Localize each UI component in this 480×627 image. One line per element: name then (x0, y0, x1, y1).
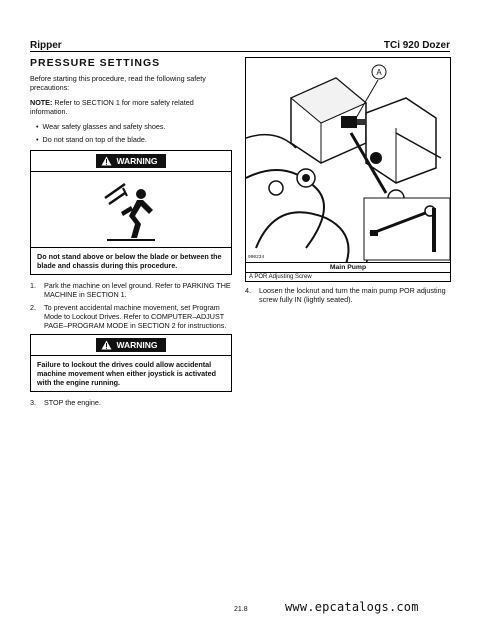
step-number: 4. (245, 286, 251, 295)
warning-header (31, 335, 231, 355)
figure-caption-row: A POR Adjusting Screw (245, 273, 451, 282)
step-text: To prevent accidental machine movement, set Program Mode to Lockout Drives. Refer to COMPUTER–ADJUST PAGE–PROGRAM MODE in SECTION 2 for instructions. (44, 303, 227, 330)
step-number: 1. (30, 281, 36, 290)
watermark: www.epcatalogs.com (285, 600, 419, 614)
step-text: Loosen the locknut and turn the main pump POR adjusting screw fully IN (lightly seated). (259, 286, 446, 304)
step-number: 3. (30, 398, 36, 407)
warning-text: Do not stand above or below the blade or between the blade and chassis during this procedure. (37, 252, 222, 270)
note-paragraph (30, 98, 232, 116)
section-title: PRESSURE SETTINGS (30, 57, 161, 69)
warning-header (31, 151, 231, 171)
main-pump-illustration (245, 57, 451, 263)
note-label: NOTE: (30, 98, 53, 107)
step-number: 2. (30, 303, 36, 312)
safety-bullets (36, 122, 232, 144)
figure-code: 900234 (248, 255, 265, 260)
figure-caption-title: Main Pump (245, 263, 451, 273)
warning-text: Failure to lockout the drives could allow accidental machine movement when either joystick is activated with the engine running. (37, 360, 216, 387)
figure-callout-letter: A (376, 68, 382, 77)
warning-label-pill (96, 154, 165, 168)
header-rule (30, 51, 450, 52)
intro-text: Before starting this procedure, read the following safety precautions: (30, 74, 206, 92)
bullet-item: • Do not stand on top of the blade. (36, 135, 232, 144)
header-right: TCi 920 Dozer (383, 40, 450, 51)
note-text: Refer to SECTION 1 for more safety related information. (30, 98, 194, 116)
step-item (30, 281, 232, 299)
step-item (245, 286, 451, 304)
step-text: Park the machine on level ground. Refer to PARKING THE MACHINE in SECTION 1. (44, 281, 231, 299)
step-item (30, 303, 232, 330)
warning-label-pill (96, 338, 165, 352)
step-item (30, 398, 232, 407)
left-column (30, 57, 232, 411)
warning-label: WARNING (116, 156, 158, 166)
falling-person-pictogram-icon (31, 172, 231, 247)
procedure-steps-continued (30, 398, 232, 407)
header-left: Ripper (30, 40, 62, 51)
page-number: 21.8 (234, 606, 248, 613)
warning-label: WARNING (116, 340, 158, 350)
step-text: STOP the engine. (44, 398, 101, 407)
warning-box-lockout (30, 334, 232, 392)
warning-triangle-icon (101, 340, 112, 350)
bullet-item: • Wear safety glasses and safety shoes. (36, 122, 232, 131)
warning-box-blade (30, 150, 232, 275)
procedure-steps (30, 281, 232, 330)
warning-triangle-icon (101, 156, 112, 166)
